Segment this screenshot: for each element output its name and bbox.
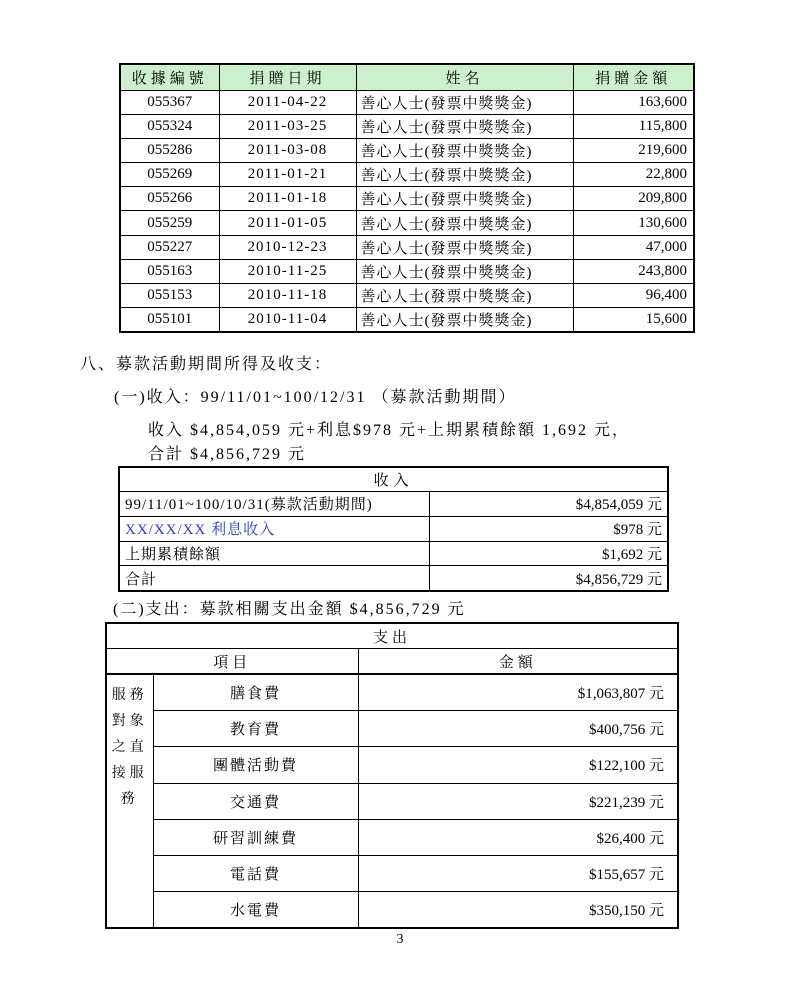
donation-table-row [120, 235, 694, 259]
donation-table-row [120, 163, 694, 187]
donor-name-cell: 善心人士(發票中獎獎金) [356, 307, 573, 332]
expense-item-cell: 團體活動費 [153, 747, 358, 783]
donor-name-cell: 善心人士(發票中獎獎金) [356, 187, 573, 211]
expense-item-cell: 電話費 [153, 855, 358, 891]
donation-date-cell: 2011-01-18 [219, 187, 356, 211]
income-table-row [119, 492, 668, 517]
expense-table [105, 622, 679, 929]
donation-table-row [120, 259, 694, 283]
income-item-cell: 上期累積餘額 [119, 541, 429, 566]
donation-amount-header: 捐贈金額 [573, 64, 694, 91]
expense-table-row [106, 711, 678, 747]
donation-table-header-row [120, 64, 694, 91]
donor-name-cell: 善心人士(發票中獎獎金) [356, 259, 573, 283]
donation-date-cell: 2011-01-05 [219, 211, 356, 235]
expense-side-label-cell [106, 674, 153, 928]
donor-name-cell: 善心人士(發票中獎獎金) [356, 91, 573, 115]
donation-date-cell: 2010-11-18 [219, 283, 356, 307]
expense-item-header: 項目 [106, 649, 358, 675]
income-amount-cell: $4,856,729 元 [429, 566, 668, 591]
receipt-number-cell: 055163 [120, 259, 219, 283]
donation-date-cell: 2011-01-21 [219, 163, 356, 187]
receipt-number-cell: 055259 [120, 211, 219, 235]
page-number: 3 [396, 932, 404, 947]
donation-amount-cell: 243,800 [573, 259, 694, 283]
expense-amount-header: 金額 [358, 649, 678, 675]
section-heading: 八、募款活動期間所得及收支： [80, 356, 333, 373]
expense-table-row [106, 747, 678, 783]
donation-date-cell: 2010-12-23 [219, 235, 356, 259]
donor-name-cell: 善心人士(發票中獎獎金) [356, 139, 573, 163]
expense-table-row [106, 783, 678, 819]
income-period-line: (一)收入：99/11/01~100/12/31 （募款活動期間） [114, 389, 517, 406]
donor-name-cell: 善心人士(發票中獎獎金) [356, 115, 573, 139]
income-amount-cell: $1,692 元 [429, 541, 668, 566]
receipt-number-header: 收據編號 [120, 64, 219, 91]
income-item-cell: XX/XX/XX 利息收入 [119, 516, 429, 541]
expense-side-label-line: 接服 [111, 766, 148, 781]
income-table-row [119, 566, 668, 591]
expense-item-cell: 教育費 [153, 711, 358, 747]
donor-name-cell: 善心人士(發票中獎獎金) [356, 283, 573, 307]
expense-table-row [106, 819, 678, 855]
expense-side-label-line: 之直 [111, 740, 148, 755]
income-table-title-row [119, 467, 668, 492]
receipt-number-cell: 055324 [120, 115, 219, 139]
expense-item-cell: 水電費 [153, 892, 358, 929]
donation-amount-cell: 219,600 [573, 139, 694, 163]
receipt-number-cell: 055367 [120, 91, 219, 115]
donation-table-row [120, 115, 694, 139]
donation-table-row [120, 139, 694, 163]
expense-table-row [106, 674, 678, 711]
expense-amount-cell: $26,400 元 [358, 819, 678, 855]
donation-date-cell: 2011-04-22 [219, 91, 356, 115]
donor-name-header: 姓名 [356, 64, 573, 91]
expense-side-label-line: 對象 [111, 714, 148, 729]
expense-table-header-row [106, 649, 678, 675]
expense-item-cell: 交通費 [153, 783, 358, 819]
donation-amount-cell: 115,800 [573, 115, 694, 139]
expense-label-line: (二)支出：募款相關支出金額 $4,856,729 元 [113, 601, 466, 618]
donation-table-row [120, 211, 694, 235]
income-item-cell: 99/11/01~100/10/31(募款活動期間) [119, 492, 429, 517]
expense-item-cell: 研習訓練費 [153, 819, 358, 855]
donation-amount-cell: 96,400 [573, 283, 694, 307]
donation-date-cell: 2010-11-25 [219, 259, 356, 283]
expense-amount-cell: $400,756 元 [358, 711, 678, 747]
donation-table-row [120, 187, 694, 211]
donation-date-cell: 2011-03-25 [219, 115, 356, 139]
donation-amount-cell: 15,600 [573, 307, 694, 332]
donor-name-cell: 善心人士(發票中獎獎金) [356, 235, 573, 259]
income-total-line: 合計 $4,856,729 元 [148, 446, 307, 463]
donation-amount-cell: 163,600 [573, 91, 694, 115]
donation-table-row [120, 91, 694, 115]
income-table-row [119, 541, 668, 566]
expense-amount-cell: $155,657 元 [358, 855, 678, 891]
donation-table-row [120, 307, 694, 332]
donation-date-cell: 2010-11-04 [219, 307, 356, 332]
income-item-cell: 合計 [119, 566, 429, 591]
donation-amount-cell: 22,800 [573, 163, 694, 187]
donation-date-header: 捐贈日期 [219, 64, 356, 91]
receipt-number-cell: 055227 [120, 235, 219, 259]
donor-name-cell: 善心人士(發票中獎獎金) [356, 211, 573, 235]
donation-amount-cell: 209,800 [573, 187, 694, 211]
expense-side-label-line: 服務 [111, 688, 148, 703]
expense-item-cell: 膳食費 [153, 674, 358, 711]
donor-name-cell: 善心人士(發票中獎獎金) [356, 163, 573, 187]
expense-side-label-line: 務 [120, 792, 139, 807]
expense-amount-cell: $122,100 元 [358, 747, 678, 783]
expense-table-row [106, 855, 678, 891]
receipt-number-cell: 055286 [120, 139, 219, 163]
expense-table-row [106, 892, 678, 929]
expense-table-title-row [106, 623, 678, 649]
income-detail-line: 收入 $4,854,059 元+利息$978 元+上期累積餘額 1,692 元， [148, 422, 631, 439]
donation-amount-cell: 47,000 [573, 235, 694, 259]
income-table [118, 466, 669, 592]
expense-amount-cell: $221,239 元 [358, 783, 678, 819]
receipt-number-cell: 055101 [120, 307, 219, 332]
income-amount-cell: $4,854,059 元 [429, 492, 668, 517]
income-amount-cell: $978 元 [429, 516, 668, 541]
expense-amount-cell: $350,150 元 [358, 892, 678, 929]
income-table-row [119, 516, 668, 541]
expense-amount-cell: $1,063,807 元 [358, 674, 678, 711]
donation-date-cell: 2011-03-08 [219, 139, 356, 163]
receipt-number-cell: 055269 [120, 163, 219, 187]
receipt-number-cell: 055266 [120, 187, 219, 211]
receipt-number-cell: 055153 [120, 283, 219, 307]
income-table-title: 收入 [119, 467, 668, 492]
donation-table [119, 63, 695, 333]
donation-table-row [120, 283, 694, 307]
expense-table-title: 支出 [106, 623, 678, 649]
donation-amount-cell: 130,600 [573, 211, 694, 235]
